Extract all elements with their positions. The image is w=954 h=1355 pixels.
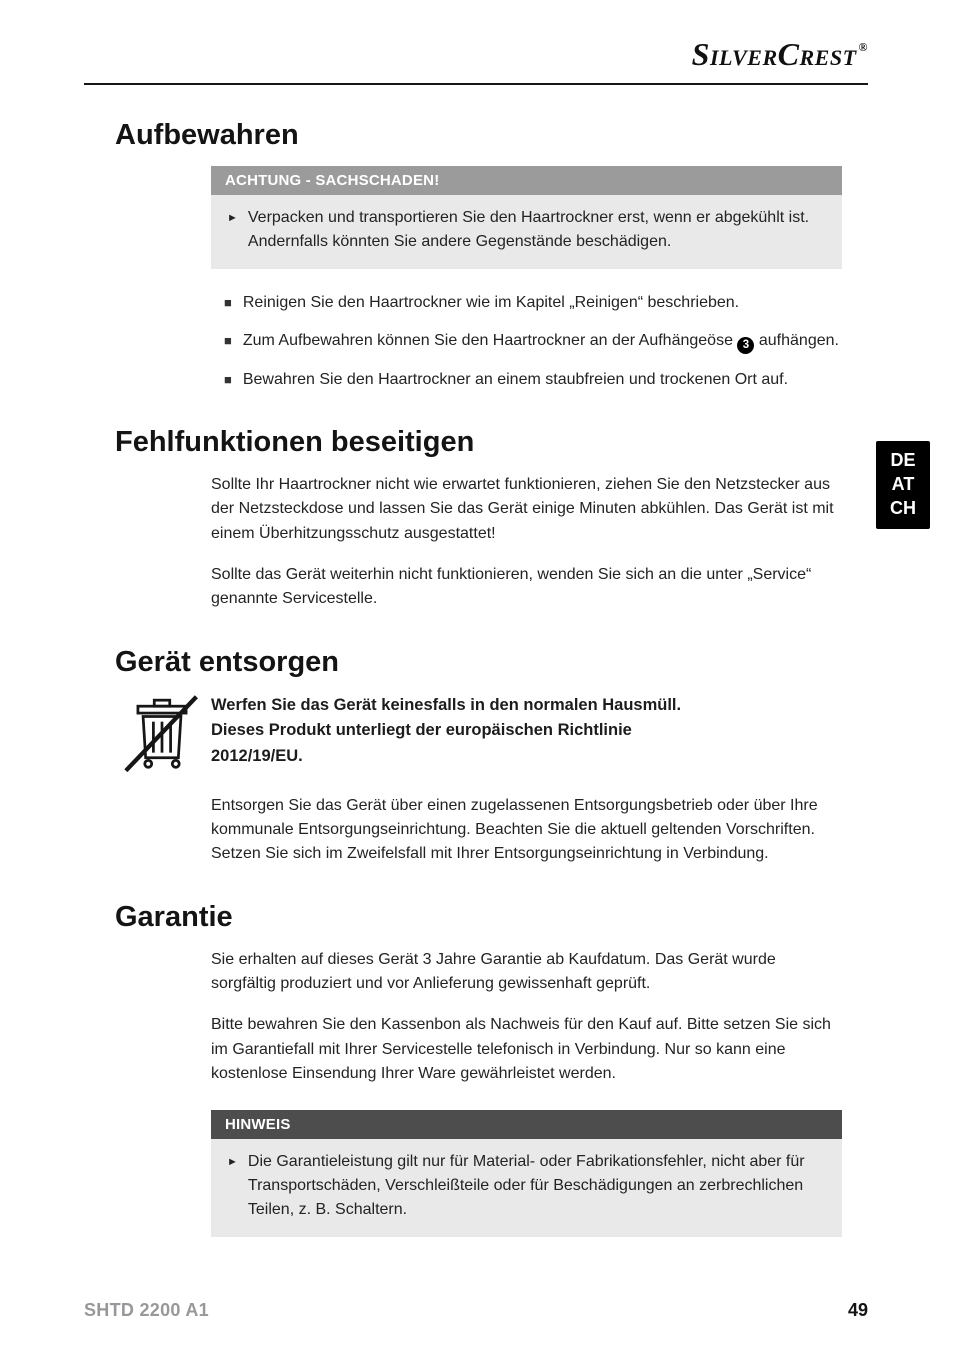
brand-logo-text: SilverCrest [691,36,857,72]
disposal-bold-line-1: Werfen Sie das Gerät keinesfalls in den normalen Hausmüll. [211,695,682,714]
region-badge [876,441,930,529]
warning-box-header: ACHTUNG - SACHSCHADEN! [211,166,842,195]
note-item [227,1150,826,1222]
square-bullet-icon: ■ [224,372,232,388]
section-garantie [0,901,954,1238]
note-box [211,1110,842,1237]
disposal-paragraph: Entsorgen Sie das Gerät über einen zugelassenen Entsorgungsbetrieb oder über Ihre kommunale Entsorgungseinrichtung. Beachten Sie die aktuell geltenden Vorschriften. Setzen Sie sich im Zweifelsfall mit Ihrer Entsorgungseinrichtung in Verbindung. [211,796,818,863]
warranty-paragraph-1: Sie erhalten auf dieses Gerät 3 Jahre Garantie ab Kaufdatum. Das Gerät wurde sorgfältig produziert und vor Anlieferung gewissenhaft geprüft. [211,950,776,992]
list-item-text: Bewahren Sie den Haartrockner an einem staubfreien und trockenen Ort auf. [242,371,789,389]
arrow-bullet-icon: ► [227,212,238,224]
note-box-header: HINWEIS [211,1110,842,1139]
disposal-intro-row [118,693,954,780]
region-label-at: AT [891,473,915,494]
warning-text: Verpacken und transportieren Sie den Haartrockner erst, wenn er abgekühlt ist. Andernfalls könnten Sie andere Gegenstände beschädigen. [247,209,810,250]
note-box-body [211,1139,842,1237]
region-label-ch: CH [890,497,916,518]
warning-box-body [211,195,842,269]
section-title-fehlfunktionen: Fehlfunktionen beseitigen [115,426,475,459]
section-aufbewahren [0,119,954,392]
section-fehlfunktionen [0,426,954,612]
registered-trademark-icon: ® [858,40,868,54]
section-title-entsorgen: Gerät entsorgen [115,645,339,678]
brand-logo [0,30,868,71]
page-header [0,0,954,85]
storage-bullet-list [224,291,844,392]
malfunction-paragraph-2: Sollte das Gerät weiterhin nicht funktionieren, wenden Sie sich an die unter „Service“ genannte Servicestelle. [211,566,812,608]
section-title-aufbewahren: Aufbewahren [115,119,299,151]
disposal-bold-line-3: 2012/19/EU. [211,746,303,765]
malfunction-paragraph-1: Sollte Ihr Haartrockner nicht wie erwartet funktionieren, ziehen Sie den Netzstecker aus der Netzsteckdose und lassen Sie das Gerät einige Minuten abkühlen. Das Gerät ist mit einem Überhitzungsschutz ausgestattet! [211,476,834,542]
note-text: Die Garantieleistung gilt nur für Material- oder Fabrikationsfehler, nicht aber für Transportschäden, Verschleißteile oder für Beschädigungen an zerbrechlichen Teilen, z. B. Schaltern. [247,1153,805,1219]
list-item-text-post: aufhängen. [758,332,839,349]
section-title-garantie: Garantie [115,900,233,933]
arrow-bullet-icon: ► [227,1156,238,1169]
weee-crossed-bin-icon [118,689,211,780]
section-entsorgen [0,646,954,867]
page-footer [84,1300,868,1321]
disposal-bold-text [211,693,842,770]
list-item [224,368,844,392]
footer-model: SHTD 2200 A1 [84,1300,209,1320]
callout-3-marker: 3 [737,337,754,354]
square-bullet-icon: ■ [224,333,232,348]
warning-item [227,206,826,254]
list-item-text-pre: Zum Aufbewahren können Sie den Haartrockner an der Aufhängeöse [242,332,733,349]
footer-page-number: 49 [847,1300,868,1320]
header-divider [84,83,868,85]
list-item-text: Reinigen Sie den Haartrockner wie im Kapitel „Reinigen“ beschrieben. [242,294,740,311]
square-bullet-icon: ■ [224,295,232,310]
list-item-text [243,329,839,354]
warranty-paragraph-2: Bitte bewahren Sie den Kassenbon als Nachweis für den Kauf auf. Bitte setzen Sie sich im Garantiefall mit Ihrer Servicestelle telefonisch in Verbindung. Nur so kann eine kostenlose Einsendung Ihrer Ware gewährleistet werden. [211,1016,831,1082]
region-label-de: DE [890,450,916,470]
disposal-bold-line-2: Dieses Produkt unterliegt der europäischen Richtlinie [211,721,632,740]
list-item [224,329,844,354]
warning-box [211,166,842,269]
list-item [224,291,844,315]
